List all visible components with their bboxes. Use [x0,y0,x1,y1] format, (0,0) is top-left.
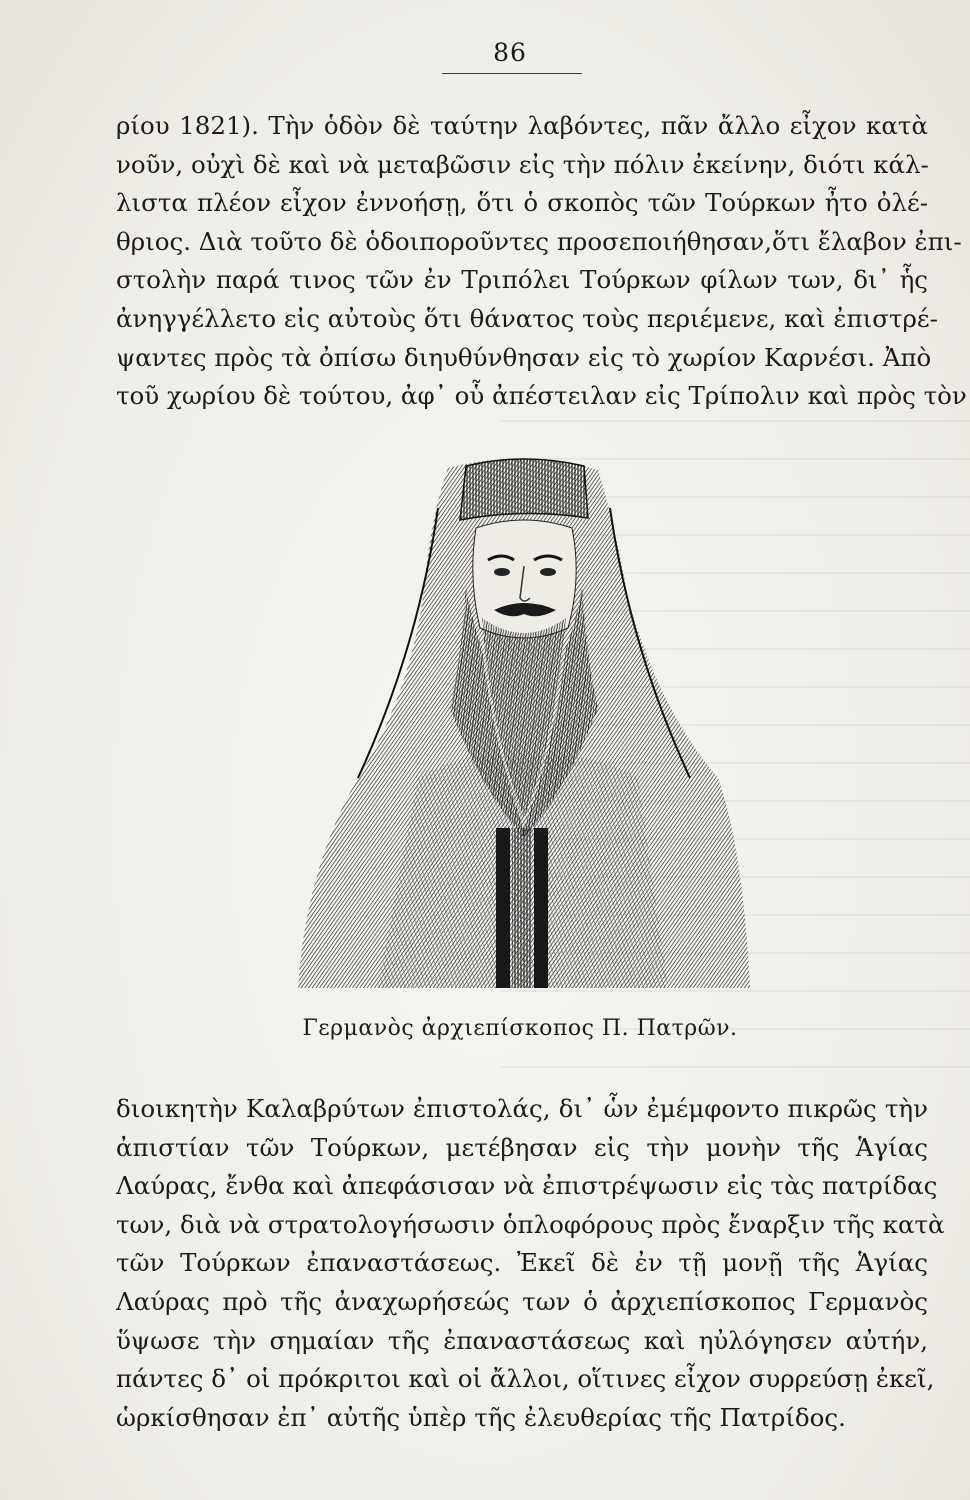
text-line: ψαντες πρὸς τὰ ὀπίσω διηυθύνθησαν εἰς τὸ χωρίον Καρνέσι. Ἀπὸ [116,342,932,372]
text-line: των, διὰ νὰ στρατολογήσωσιν ὁπλοφόρους πρὸς ἔναρξιν τῆς κατὰ [116,1209,945,1239]
text-line: Λαύρας, ἔνθα καὶ ἀπεφάσισαν νὰ ἐπιστρέψωσιν εἰς τὰς πατρίδας [116,1171,938,1201]
text-line: πάντες δ᾽ οἱ πρόκριτοι καὶ οἱ ἄλλοι, οἵτινες εἶχον συρρεύσῃ ἐκεῖ, [116,1364,935,1394]
paragraph-bottom [116,1090,945,1437]
text-line: ὡρκίσθησαν ἐπ᾽ αὐτῆς ὑπὲρ τῆς ἐλευθερίας τῆς Πατρίδος. [116,1402,846,1432]
text-line: τοῦ χωρίου δὲ τούτου, ἀφ᾽ οὗ ἀπέστειλαν εἰς Τρίπολιν καὶ πρὸς τὸν [116,381,967,411]
text-line: τῶν Τούρκων ἐπαναστάσεως. Ἐκεῖ δὲ ἐν τῇ μονῇ τῆς Ἁγίας [116,1248,928,1278]
page-number: 86 [493,38,527,67]
text-line: ὕψωσε τὴν σημαίαν τῆς ἐπαναστάσεως καὶ ηὐλόγησεν αὐτήν, [116,1325,928,1355]
text-line: ἀνηγγέλλετο εἰς αὐτοὺς ὅτι θάνατος τοὺς περιέμενε, καὶ ἐπιστρέ- [116,303,938,333]
header-rule [442,73,582,74]
text-line: θριος. Διὰ τοῦτο δὲ ὁδοιποροῦντες προσεποιήθησαν,ὅτι ἔλαβον ἐπι- [116,226,962,256]
text-line: Λαύρας πρὸ τῆς ἀναχωρήσεώς των ὁ ἀρχιεπίσκοπος Γερμανὸς [116,1286,928,1316]
text-line: διοικητὴν Καλαβρύτων ἐπιστολάς, δι᾽ ὧν ἐμέμφοντο πικρῶς τὴν [116,1094,928,1123]
text-line: στολὴν παρά τινος τῶν ἐν Τριπόλει Τούρκων φίλων των, δι᾽ ἧς [116,265,928,295]
figure-caption: Γερμανὸς ἀρχιεπίσκοπος Π. Πατρῶν. [302,1016,738,1041]
portrait-engraving [298,448,750,988]
paragraph-top [116,107,967,416]
text-line: νοῦν, οὐχὶ δὲ καὶ νὰ μεταβῶσιν εἰς τὴν πόλιν ἐκείνην, διότι κάλ- [116,149,929,179]
text-line: ἀπιστίαν τῶν Τούρκων, μετέβησαν εἰς τὴν μονὴν τῆς Ἁγίας [116,1132,928,1162]
text-line: ρίου 1821). Τὴν ὁδὸν δὲ ταύτην λαβόντες, πᾶν ἄλλο εἶχον κατὰ [116,111,928,140]
text-line: λιστα πλέον εἶχον ἐννοήσῃ, ὅτι ὁ σκοπὸς τῶν Τούρκων ἦτο ὀλέ- [116,188,928,218]
